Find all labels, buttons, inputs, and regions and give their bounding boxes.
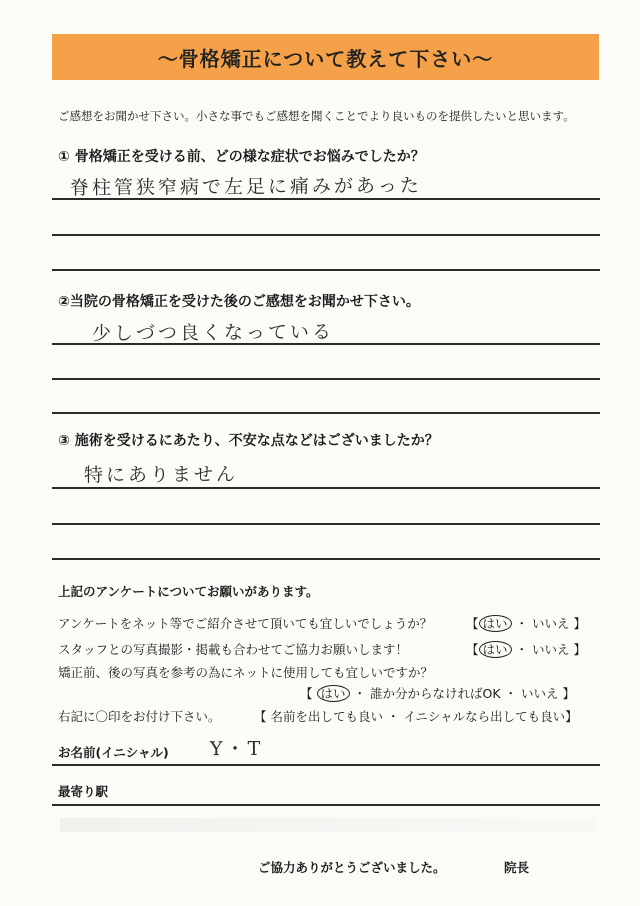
question-3-answer[interactable]: 特にありません <box>83 463 239 487</box>
bracket: 】 <box>573 642 587 657</box>
no-option[interactable]: いいえ <box>532 616 570 631</box>
name-underline <box>52 764 600 766</box>
question-1-answer[interactable]: 脊柱管狭窄病で左足に痛みがあった <box>69 174 422 200</box>
yes-option-circled[interactable]: はい <box>479 615 512 632</box>
redacted-area <box>60 818 595 832</box>
answer-line <box>52 269 600 271</box>
request-item-3: 矯正前、後の写真を参考の為にネットに使用しても宜しいですか？ <box>58 665 434 680</box>
yes-option-circled[interactable]: はい <box>479 641 512 658</box>
question-3-label: ③ 施術を受けるにあたり、不安な点などはございましたか？ <box>58 433 439 449</box>
answer-line <box>52 234 600 236</box>
answer-line <box>52 198 600 200</box>
consent-options-1[interactable] <box>466 614 586 632</box>
bracket: 】 <box>573 616 587 631</box>
page-title: ～骨格矯正について教えて下さい～ <box>157 46 494 71</box>
mark-instruction: 右記に〇印をお付け下さい。 <box>58 709 221 724</box>
name-value[interactable]: Y・T <box>209 737 264 761</box>
answer-line <box>52 487 600 489</box>
separator: ・ <box>515 616 529 631</box>
no-option[interactable]: いいえ <box>521 686 559 701</box>
question-2-label: ②当院の骨格矯正を受けた後のご感想をお聞かせ下さい。 <box>58 294 420 310</box>
bracket: 【 <box>300 686 313 701</box>
answer-line <box>52 378 600 380</box>
station-label: 最寄り駅 <box>58 784 109 799</box>
intro-text: ご感想をお聞かせ下さい。小さな事でもご感想を聞くことでより良いものを提供したいと思います。 <box>58 109 575 123</box>
separator: ・ <box>515 642 529 657</box>
middle-option[interactable]: 誰か分からなければOK <box>370 686 501 701</box>
answer-line <box>52 558 600 560</box>
signature: 院長 <box>504 860 530 875</box>
separator: ・ <box>504 686 518 701</box>
answer-line <box>52 523 600 525</box>
request-item-2: スタッフとの写真撮影・掲載も合わせてご協力お願いします！ <box>58 642 409 657</box>
title-banner <box>52 34 599 80</box>
question-1-label: ① 骨格矯正を受ける前、どの様な症状でお悩みでしたか？ <box>58 149 425 165</box>
separator: ・ <box>353 686 367 701</box>
yes-option-circled[interactable]: はい <box>317 685 350 702</box>
request-item-1: アンケートをネット等でご紹介させて頂いても宜しいでしょうか？ <box>58 616 433 631</box>
consent-options-2[interactable] <box>466 640 586 658</box>
bracket: 【 <box>466 642 479 657</box>
bracket: 】 <box>562 686 576 701</box>
station-underline <box>52 804 600 806</box>
answer-line <box>52 412 600 414</box>
answer-line <box>52 343 600 345</box>
name-publish-options[interactable]: 【 名前を出しても良い ・ イニシャルなら出しても良い】 <box>254 709 578 724</box>
consent-options-3[interactable] <box>300 684 575 702</box>
bracket: 【 <box>466 616 479 631</box>
thanks-text: ご協力ありがとうございました。 <box>258 860 446 875</box>
no-option[interactable]: いいえ <box>532 642 570 657</box>
question-2-answer[interactable]: 少しづつ良くなっている <box>91 321 335 345</box>
request-heading: 上記のアンケートについてお願いがあります。 <box>58 584 319 599</box>
name-label: お名前(イニシャル) <box>58 745 169 760</box>
